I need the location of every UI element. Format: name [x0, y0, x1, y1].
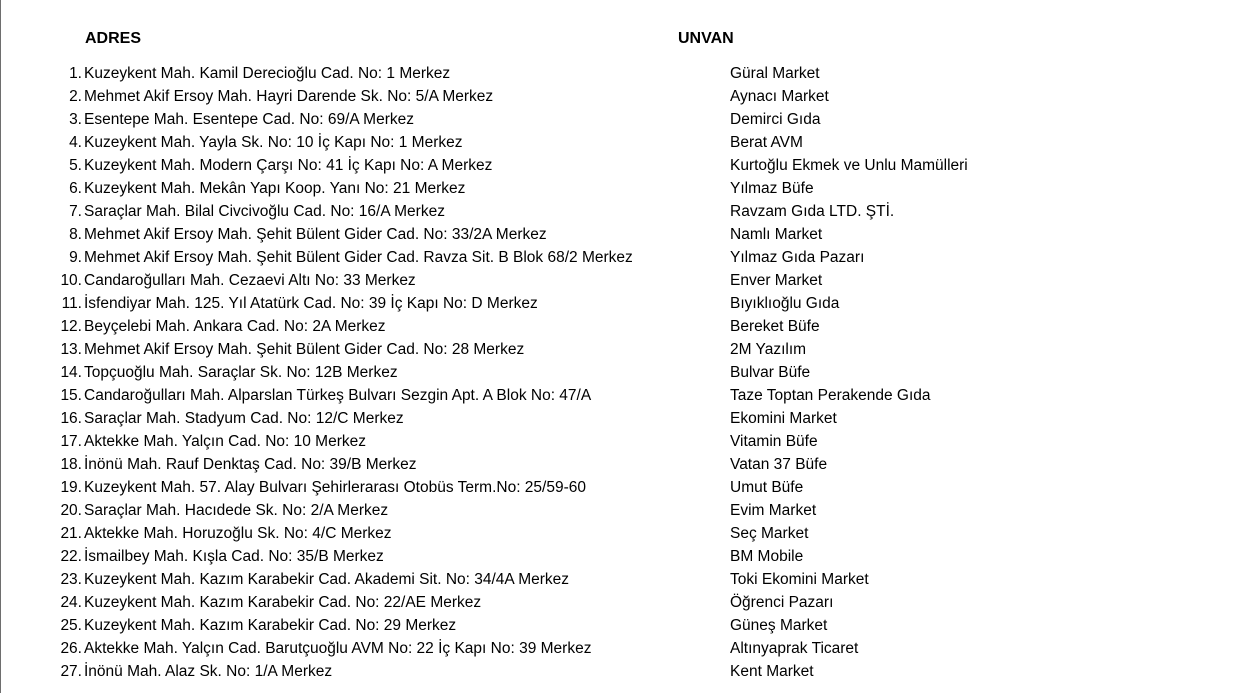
list-item-title: Demirci Gıda	[730, 111, 821, 128]
list-item-title: Vitamin Büfe	[730, 433, 818, 450]
list-item-address: İnönü Mah. Alaz Sk. No: 1/A Merkez	[84, 663, 333, 680]
list-item-title: Toki Ekomini Market	[730, 571, 869, 588]
list-item-address: Kuzeykent Mah. Kazım Karabekir Cad. No: 29 Merkez	[84, 617, 457, 634]
list-item-number: 3.	[69, 111, 82, 128]
list-item-title: Bıyıklıoğlu Gıda	[730, 295, 840, 312]
list-item	[0, 200, 1239, 223]
list-item-title: Evim Market	[730, 502, 817, 519]
list-item-number: 25.	[60, 617, 82, 634]
list-item-address: Kuzeykent Mah. Mekân Yapı Koop. Yanı No: 21 Merkez	[84, 180, 466, 197]
list-item-number: 12.	[60, 318, 82, 335]
list-item	[0, 292, 1239, 315]
list-item	[0, 568, 1239, 591]
list-item-address: Kuzeykent Mah. Yayla Sk. No: 10 İç Kapı No: 1 Merkez	[84, 134, 463, 151]
list-item-title: Kurtoğlu Ekmek ve Unlu Mamülleri	[730, 157, 968, 174]
list-item-address: Kuzeykent Mah. Modern Çarşı No: 41 İç Kapı No: A Merkez	[84, 157, 493, 174]
address-column-header: ADRES	[85, 30, 142, 47]
list-item-number: 2.	[69, 88, 82, 105]
list-item-number: 10.	[60, 272, 82, 289]
list-item-address: Kuzeykent Mah. Kamil Derecioğlu Cad. No: 1 Merkez	[84, 65, 451, 82]
list-item-number: 15.	[60, 387, 82, 404]
list-item-title: BM Mobile	[730, 548, 804, 565]
list-item	[0, 453, 1239, 476]
list-item-address: İnönü Mah. Rauf Denktaş Cad. No: 39/B Merkez	[84, 456, 417, 473]
list-item-address: Mehmet Akif Ersoy Mah. Hayri Darende Sk. No: 5/A Merkez	[84, 88, 494, 105]
list-item	[0, 338, 1239, 361]
list-item	[0, 430, 1239, 453]
list-item	[0, 407, 1239, 430]
list-item-number: 21.	[60, 525, 82, 542]
list-item-number: 20.	[60, 502, 82, 519]
list-item-address: Esentepe Mah. Esentepe Cad. No: 69/A Merkez	[84, 111, 414, 128]
list-item	[0, 108, 1239, 131]
list-item-title: Yılmaz Gıda Pazarı	[730, 249, 865, 266]
list-item	[0, 522, 1239, 545]
list-item-address: Mehmet Akif Ersoy Mah. Şehit Bülent Gider Cad. No: 33/2A Merkez	[84, 226, 547, 243]
list-item-number: 11.	[61, 295, 82, 312]
list-item-number: 8.	[69, 226, 82, 243]
list-item-number: 16.	[60, 410, 82, 427]
list-item-title: Yılmaz Büfe	[730, 180, 814, 197]
list-item-address: Kuzeykent Mah. 57. Alay Bulvarı Şehirlerarası Otobüs Term.No: 25/59-60	[84, 479, 586, 496]
list-item-title: 2M Yazılım	[730, 341, 807, 358]
list-item-number: 6.	[69, 180, 82, 197]
list-item-address: Saraçlar Mah. Bilal Civcivoğlu Cad. No: 16/A Merkez	[84, 203, 445, 220]
list-item	[0, 614, 1239, 637]
list-item	[0, 545, 1239, 568]
list-item-address: Kuzeykent Mah. Kazım Karabekir Cad. Akademi Sit. No: 34/4A Merkez	[84, 571, 570, 588]
list-item	[0, 660, 1239, 683]
list-item-title: Güneş Market	[730, 617, 828, 634]
list-item-title: Namlı Market	[730, 226, 823, 243]
list-item	[0, 315, 1239, 338]
list-item-address: Aktekke Mah. Yalçın Cad. Barutçuoğlu AVM No: 22 İç Kapı No: 39 Merkez	[84, 640, 592, 657]
list-item-address: Saraçlar Mah. Stadyum Cad. No: 12/C Merkez	[84, 410, 404, 427]
list-item-address: Beyçelebi Mah. Ankara Cad. No: 2A Merkez	[84, 318, 386, 335]
list-item	[0, 62, 1239, 85]
list-item-number: 7.	[69, 203, 82, 220]
list-item-address: Candaroğulları Mah. Alparslan Türkeş Bulvarı Sezgin Apt. A Blok No: 47/A	[84, 387, 592, 404]
list-item-number: 26.	[60, 640, 82, 657]
list-item-number: 5.	[69, 157, 82, 174]
list-item-title: Ravzam Gıda LTD. ŞTİ.	[730, 203, 895, 220]
list-item-number: 22.	[60, 548, 82, 565]
list-item-address: Aktekke Mah. Yalçın Cad. No: 10 Merkez	[84, 433, 366, 450]
address-title-list	[0, 62, 1239, 683]
list-item-number: 23.	[60, 571, 82, 588]
list-item-address: Saraçlar Mah. Hacıdede Sk. No: 2/A Merkez	[84, 502, 389, 519]
list-item-address: İsmailbey Mah. Kışla Cad. No: 35/B Merkez	[84, 548, 384, 565]
title-column-header: UNVAN	[678, 30, 734, 47]
list-item-address: Kuzeykent Mah. Kazım Karabekir Cad. No: 22/AE Merkez	[84, 594, 482, 611]
list-item	[0, 223, 1239, 246]
list-item-title: Aynacı Market	[730, 88, 829, 105]
list-item-number: 17.	[60, 433, 82, 450]
list-item	[0, 177, 1239, 200]
list-item-title: Berat AVM	[730, 134, 803, 151]
list-item-title: Öğrenci Pazarı	[730, 594, 834, 611]
list-item-number: 1.	[69, 65, 82, 82]
list-item-address: Topçuoğlu Mah. Saraçlar Sk. No: 12B Merkez	[84, 364, 398, 381]
list-item	[0, 85, 1239, 108]
list-item-address: Candaroğulları Mah. Cezaevi Altı No: 33 Merkez	[84, 272, 416, 289]
list-item	[0, 361, 1239, 384]
list-item-title: Altınyaprak Ticaret	[730, 640, 859, 657]
list-item	[0, 131, 1239, 154]
list-item-title: Vatan 37 Büfe	[730, 456, 828, 473]
list-item-title: Kent Market	[730, 663, 814, 680]
list-item-title: Taze Toptan Perakende Gıda	[730, 387, 931, 404]
list-item-address: İsfendiyar Mah. 125. Yıl Atatürk Cad. No: 39 İç Kapı No: D Merkez	[84, 295, 538, 312]
list-item	[0, 269, 1239, 292]
list-item-title: Enver Market	[730, 272, 823, 289]
list-item-title: Ekomini Market	[730, 410, 837, 427]
list-item	[0, 246, 1239, 269]
list-item-title: Bereket Büfe	[730, 318, 820, 335]
list-item-number: 13.	[60, 341, 82, 358]
list-item-title: Umut Büfe	[730, 479, 804, 496]
list-item-title: Bulvar Büfe	[730, 364, 811, 381]
list-item-number: 24.	[60, 594, 82, 611]
list-item-title: Seç Market	[730, 525, 809, 542]
list-item	[0, 154, 1239, 177]
list-item-title: Güral Market	[730, 65, 820, 82]
list-item-address: Aktekke Mah. Horuzoğlu Sk. No: 4/C Merkez	[84, 525, 392, 542]
list-item	[0, 591, 1239, 614]
list-item	[0, 384, 1239, 407]
list-item-address: Mehmet Akif Ersoy Mah. Şehit Bülent Gider Cad. Ravza Sit. B Blok 68/2 Merkez	[84, 249, 633, 266]
list-item	[0, 476, 1239, 499]
list-item-number: 27.	[60, 663, 82, 680]
list-item-number: 14.	[60, 364, 82, 381]
list-item-number: 4.	[69, 134, 82, 151]
list-item-number: 9.	[69, 249, 82, 266]
list-item	[0, 637, 1239, 660]
list-item	[0, 499, 1239, 522]
list-item-number: 19.	[60, 479, 82, 496]
list-item-address: Mehmet Akif Ersoy Mah. Şehit Bülent Gider Cad. No: 28 Merkez	[84, 341, 525, 358]
list-item-number: 18.	[60, 456, 82, 473]
